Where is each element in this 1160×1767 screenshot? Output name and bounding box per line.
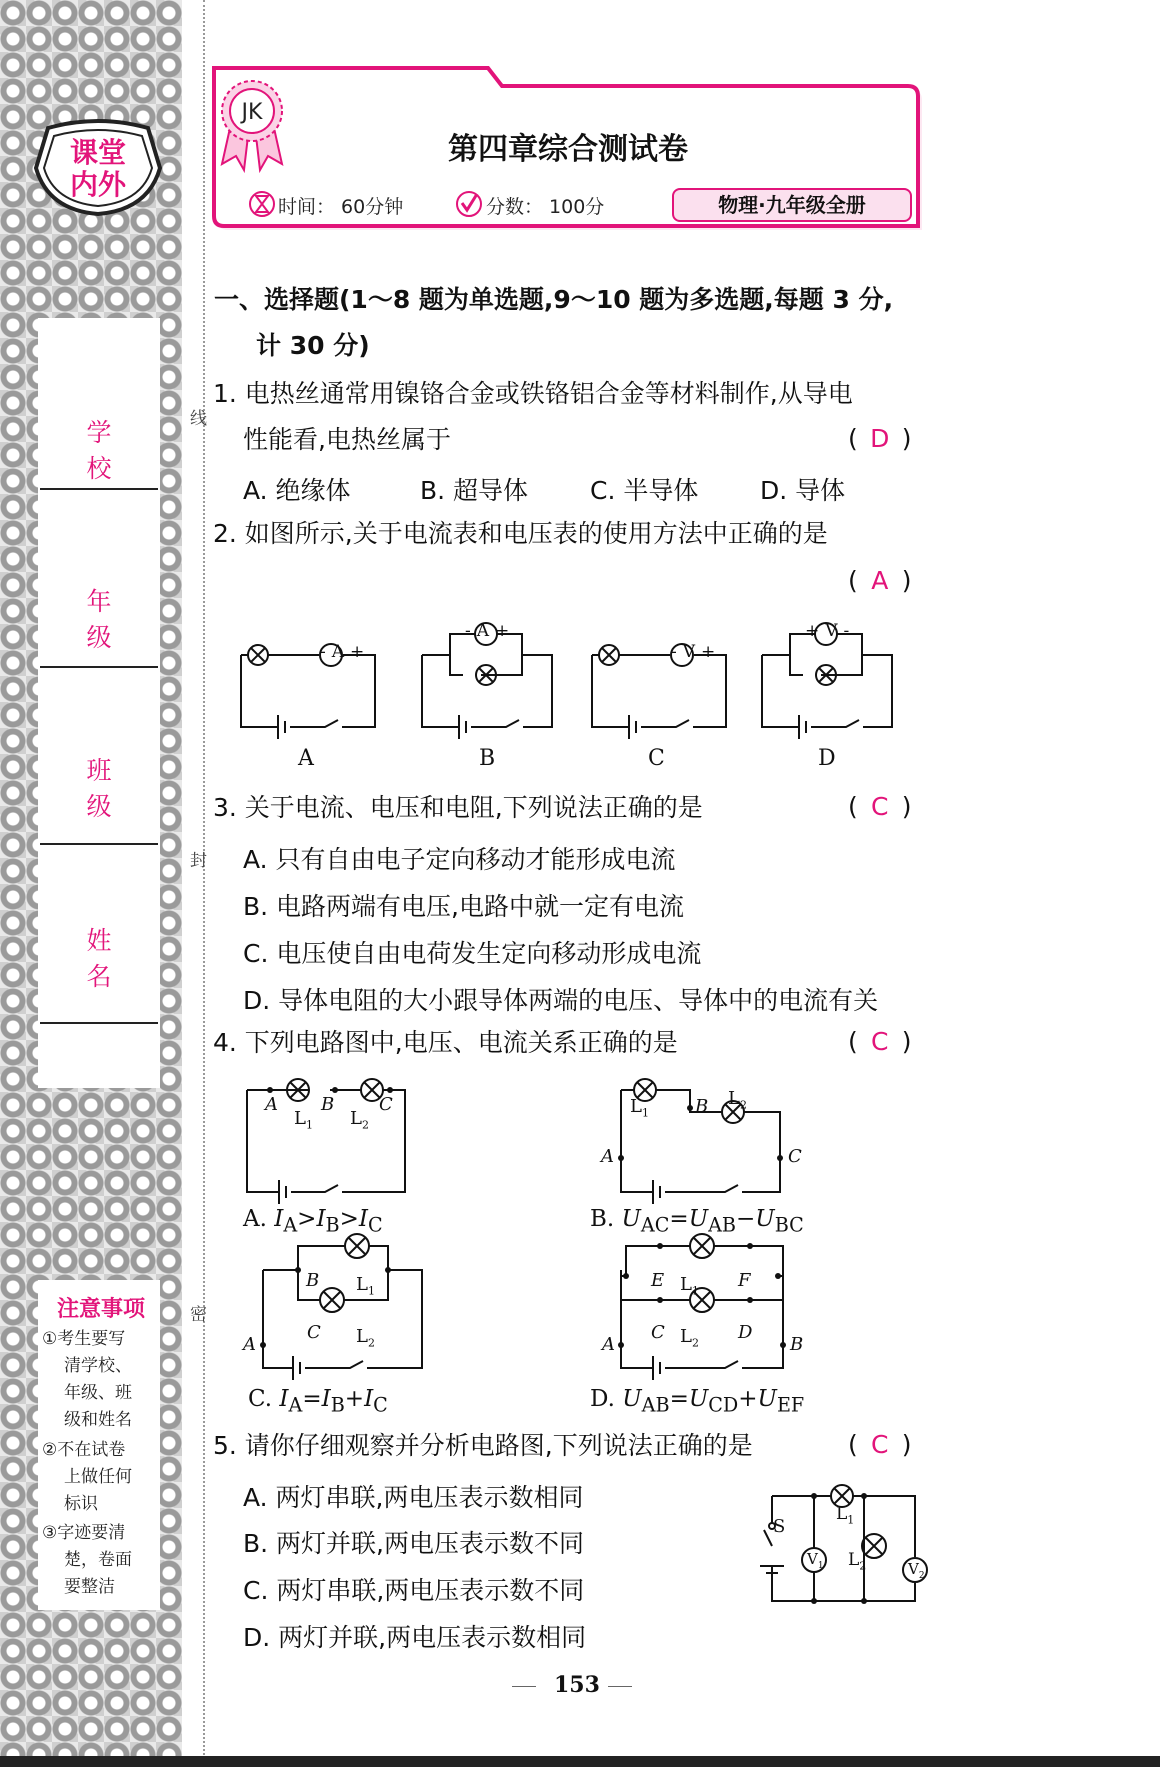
q4c-point-a: A: [243, 1334, 256, 1355]
marker-secret: 密: [190, 1305, 207, 1325]
page-number: 153: [554, 1672, 600, 1698]
q4a-point-c: C: [379, 1094, 393, 1115]
q3-option-a: A. 只有自由电子定向移动才能形成电流: [243, 845, 676, 874]
q5-circuit: [752, 1476, 937, 1606]
section-heading-2: 计 30 分): [256, 331, 370, 360]
q4-option-d: D. $U_{AB}=U_{CD}+U_{EF}$: [590, 1386, 805, 1417]
q5-stem: 5. 请你仔细观察并分析电路图,下列说法正确的是: [213, 1431, 753, 1460]
q2-stem: 2. 如图所示,关于电流表和电压表的使用方法中正确的是: [213, 519, 828, 548]
q4a-lamp1: $L_1$: [294, 1108, 313, 1132]
q1-option-c: C. 半导体: [590, 476, 699, 505]
logo-line-1: 课堂: [69, 136, 127, 169]
q5-voltmeter1: $V_1$: [807, 1550, 824, 1571]
q4-circuit-d: [618, 1234, 786, 1380]
q4a-lamp2: $L_2$: [350, 1108, 369, 1132]
q3-option-c: C. 电压使自由电荷发生定向移动形成电流: [243, 939, 702, 968]
logo-line-2: 内外: [69, 168, 127, 201]
q2-label-b: B: [479, 746, 496, 771]
q4a-point-b: B: [321, 1094, 335, 1115]
q4d-point-d: D: [738, 1322, 753, 1343]
note-1: ①考生要写 清学校、 年级、班 级和姓名: [42, 1329, 132, 1430]
q4a-point-a: A: [265, 1094, 278, 1115]
q4d-point-e: E: [651, 1270, 665, 1291]
school-label: 学校: [86, 418, 138, 483]
q3-stem: 3. 关于电流、电压和电阻,下列说法正确的是: [213, 793, 703, 822]
notes-title: 注意事项: [56, 1297, 145, 1322]
q5-lamp1-label: $L_1$: [836, 1504, 855, 1527]
q4c-point-b: B: [306, 1270, 320, 1291]
q5-option-a: A. 两灯串联,两电压表示数相同: [243, 1483, 584, 1512]
q5-option-c: C. 两灯串联,两电压表示数不同: [243, 1576, 585, 1605]
sidebar: [0, 0, 182, 1767]
q4d-point-b: B: [790, 1334, 804, 1355]
q5-switch-label: S: [773, 1516, 786, 1537]
name-label: 姓名: [86, 926, 138, 991]
q3-answer: ( C ): [848, 792, 912, 821]
q3-option-b: B. 电路两端有电压,电路中就一定有电流: [243, 892, 684, 921]
q1-stem-2: 性能看,电热丝属于: [243, 425, 451, 454]
q4-stem: 4. 下列电路图中,电压、电流关系正确的是: [213, 1028, 678, 1057]
class-label: 班级: [86, 756, 138, 821]
q2-d-voltmeter: + V -: [805, 621, 850, 641]
q4c-point-c: C: [307, 1322, 321, 1343]
q2-label-c: C: [648, 746, 665, 771]
badge-text: JK: [241, 100, 263, 125]
page-rule-right: [608, 1686, 632, 1687]
q2-a-ammeter: - A +: [320, 642, 365, 662]
name-line: [40, 1022, 158, 1024]
exam-score: 分数： 100分: [486, 196, 605, 218]
q4-circuit-c: [260, 1234, 422, 1380]
q3-option-d: D. 导体电阻的大小跟导体两端的电压、导体中的电流有关: [243, 986, 879, 1015]
q4d-lamp1: $L_1$: [680, 1274, 699, 1298]
page-rule-left: [512, 1686, 536, 1687]
q2-c-voltmeter: - V +: [671, 642, 716, 662]
class-line: [40, 843, 158, 845]
q4-option-a: A. $I_A>I_B>I_C$: [243, 1206, 383, 1237]
note-3: ③字迹要清 楚，卷面 要整洁: [42, 1523, 132, 1597]
q1-answer: ( D ): [848, 424, 912, 453]
q2-label-d: D: [818, 746, 836, 771]
q4b-point-a: A: [601, 1146, 614, 1167]
binding-line: [203, 0, 205, 1767]
q4d-point-a: A: [602, 1334, 615, 1355]
q4b-point-c: C: [788, 1146, 802, 1167]
subject-badge: 物理·九年级全册: [672, 188, 912, 222]
q1-option-d: D. 导体: [760, 476, 846, 505]
marker-seal: 封: [190, 851, 207, 871]
q2-answer: ( A ): [848, 566, 912, 595]
marker-line: 线: [190, 409, 207, 429]
page-title: 第四章综合测试卷: [448, 132, 688, 167]
q5-option-b: B. 两灯并联,两电压表示数不同: [243, 1529, 584, 1558]
q4-option-b: B. $U_{AC}=U_{AB}-U_{BC}$: [590, 1206, 804, 1237]
exam-time: 时间： 60分钟: [278, 196, 404, 218]
q2-label-a: A: [298, 746, 314, 771]
q1-option-a: A. 绝缘体: [243, 476, 351, 505]
q1-stem: 1. 电热丝通常用镍铬合金或铁铬铝合金等材料制作,从导电: [213, 379, 853, 408]
grade-line: [40, 666, 158, 668]
bottom-bar: [0, 1756, 1160, 1767]
q4b-lamp1: $L_1$: [630, 1096, 649, 1120]
q4c-lamp1: $L_1$: [356, 1274, 375, 1298]
school-line: [40, 488, 158, 490]
q4d-lamp2: $L_2$: [680, 1326, 699, 1350]
q5-option-d: D. 两灯并联,两电压表示数相同: [243, 1623, 587, 1652]
section-heading: 一、选择题(1～8 题为单选题,9～10 题为多选题,每题 3 分,: [214, 285, 894, 314]
q1-option-b: B. 超导体: [420, 476, 529, 505]
q2-b-ammeter: - A +: [465, 621, 510, 641]
q5-answer: ( C ): [848, 1430, 912, 1459]
q4b-lamp2: $L_2$: [728, 1088, 747, 1112]
q4d-point-c: C: [651, 1322, 665, 1343]
q4c-lamp2: $L_2$: [356, 1326, 375, 1350]
q4d-point-f: F: [738, 1270, 751, 1291]
grade-label: 年级: [86, 587, 138, 652]
note-2: ②不在试卷 上做任何 标识: [42, 1440, 132, 1514]
q4b-point-b: B: [695, 1096, 709, 1117]
q4-option-c: C. $I_A=I_B+I_C$: [248, 1386, 388, 1417]
q4-answer: ( C ): [848, 1027, 912, 1056]
q5-voltmeter2: $V_2$: [908, 1560, 925, 1581]
q5-lamp2-label: $L_2$: [848, 1550, 867, 1573]
logo-badge: [28, 118, 168, 218]
